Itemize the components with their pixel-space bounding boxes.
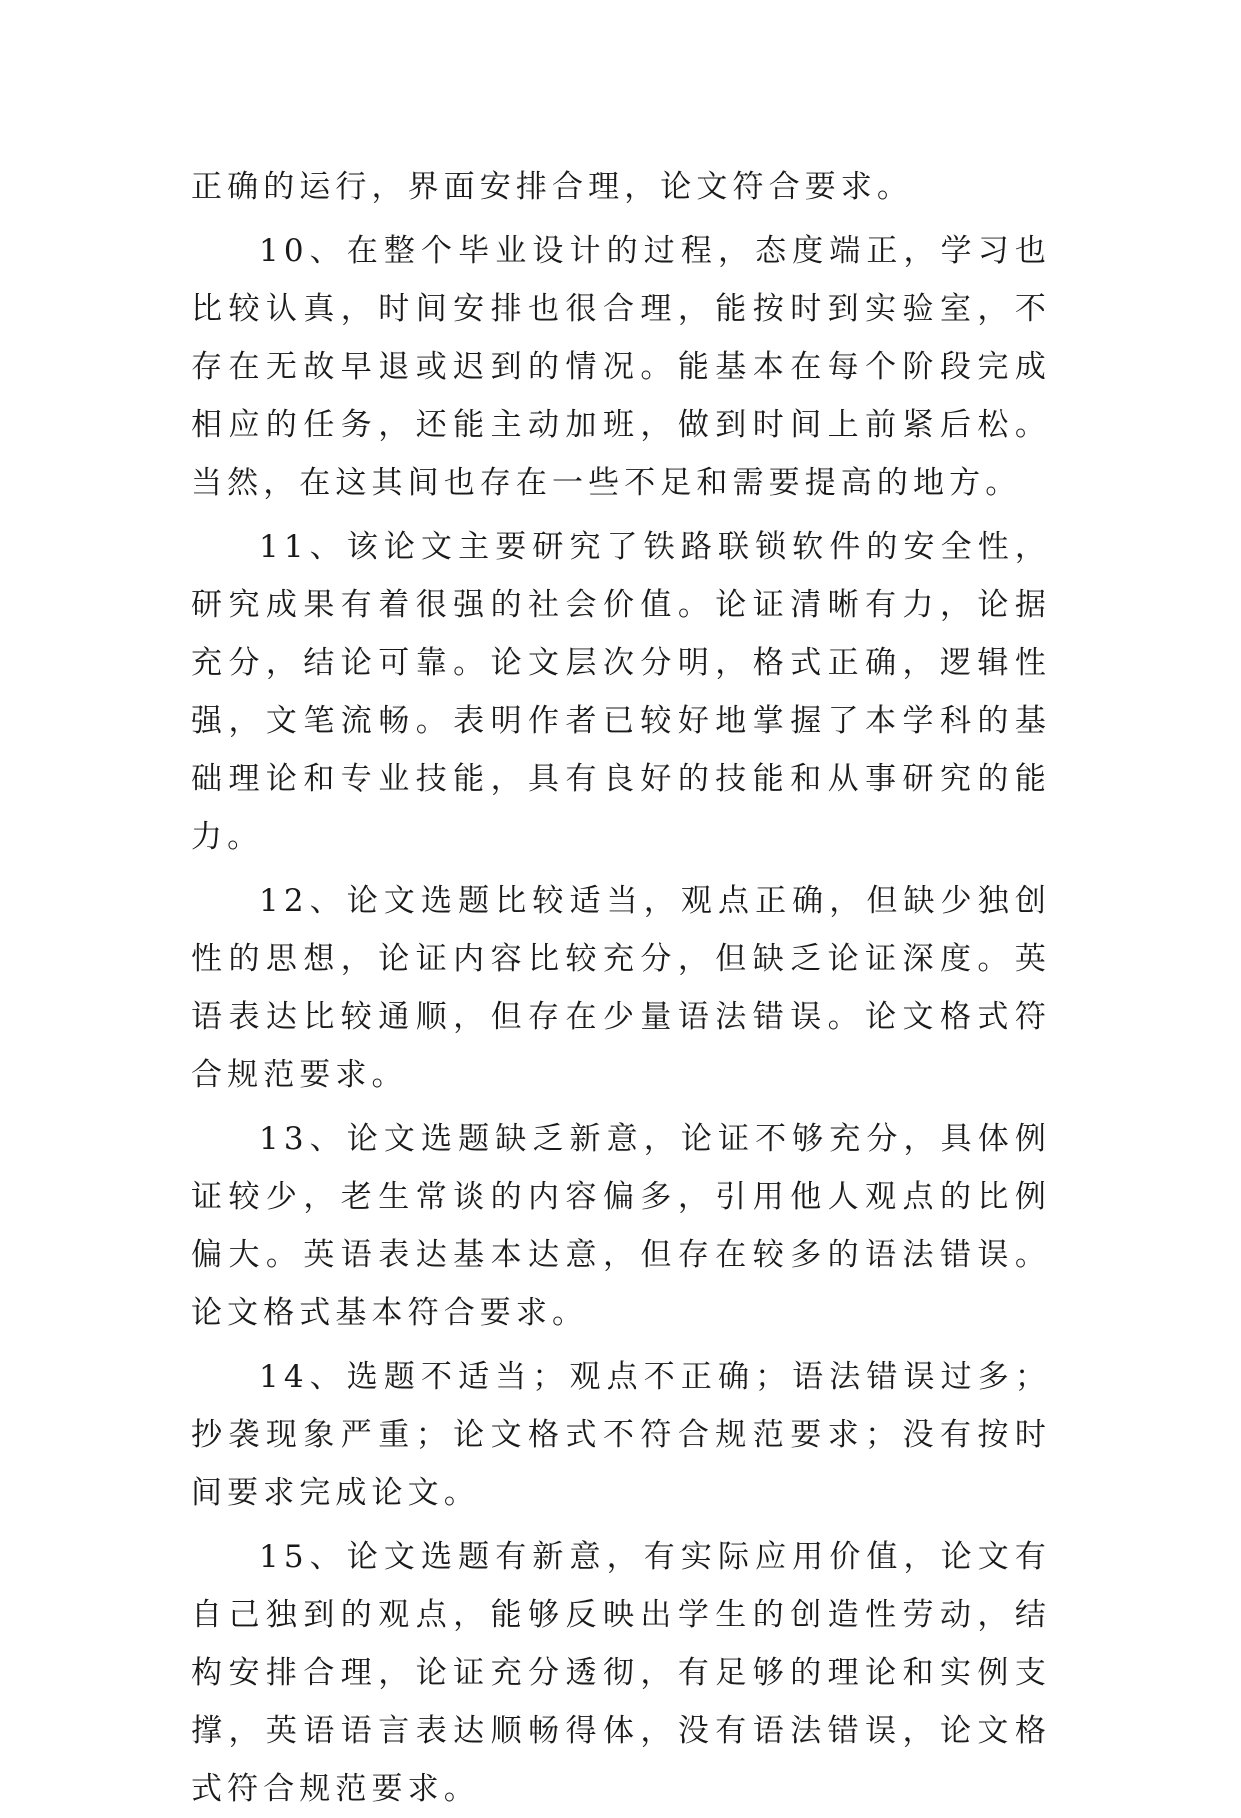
paragraph-item-15: 15、论文选题有新意，有实际应用价值，论文有自己独到的观点，能够反映出学生的创造性劳动，结构安排合理，论证充分透彻，有足够的理论和实例支撑，英语语言表达顺畅得体，没有语法错误，论文格式符合规范要求。 — [191, 1539, 1051, 1807]
document-page — [191, 158, 1051, 1818]
paragraph-item-12: 12、论文选题比较适当，观点正确，但缺少独创性的思想，论证内容比较充分，但缺乏论证深度。英语表达比较通顺，但存在少量语法错误。论文格式符合规范要求。 — [191, 883, 1051, 1093]
paragraph-item-14: 14、选题不适当；观点不正确；语法错误过多；抄袭现象严重；论文格式不符合规范要求；没有按时间要求完成论文。 — [191, 1359, 1051, 1511]
paragraph-item-11: 11、该论文主要研究了铁路联锁软件的安全性，研究成果有着很强的社会价值。论证清晰有力，论据充分，结论可靠。论文层次分明，格式正确，逻辑性强，文笔流畅。表明作者已较好地掌握了本学科的基础理论和专业技能，具有良好的技能和从事研究的能力。 — [191, 529, 1051, 855]
paragraph-continuation: 正确的运行，界面安排合理，论文符合要求。 — [191, 169, 913, 205]
paragraph-item-10: 10、在整个毕业设计的过程，态度端正，学习也比较认真，时间安排也很合理，能按时到实验室，不存在无故早退或迟到的情况。能基本在每个阶段完成相应的任务，还能主动加班，做到时间上前紧后松。当然，在这其间也存在一些不足和需要提高的地方。 — [191, 233, 1051, 501]
paragraph-item-13: 13、论文选题缺乏新意，论证不够充分，具体例证较少，老生常谈的内容偏多，引用他人观点的比例偏大。英语表达基本达意，但存在较多的语法错误。论文格式基本符合要求。 — [191, 1121, 1051, 1331]
